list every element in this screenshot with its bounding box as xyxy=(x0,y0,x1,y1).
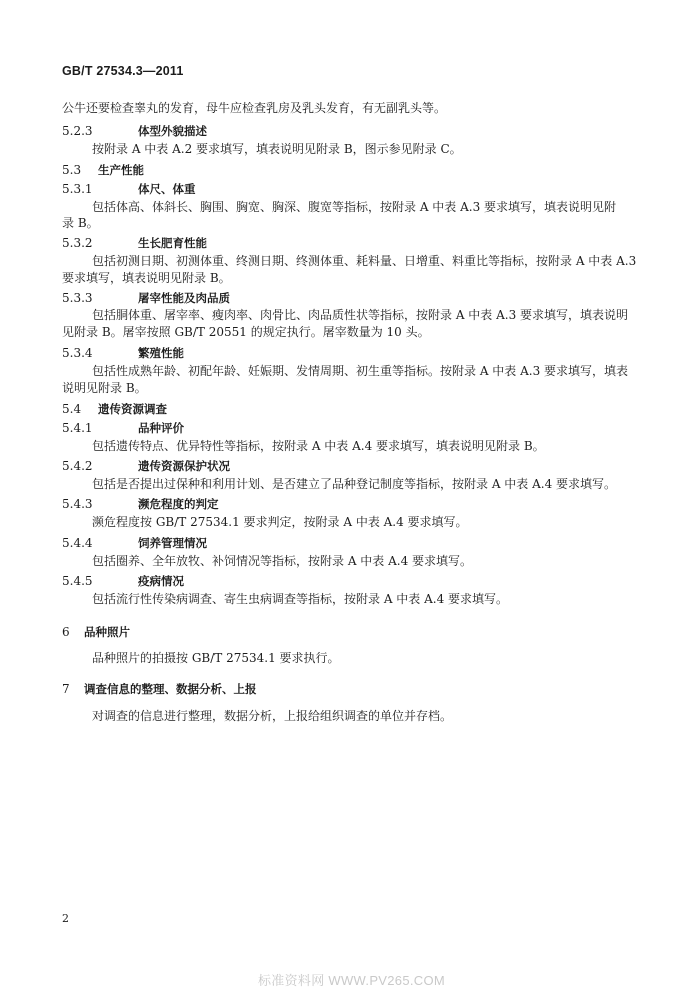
paragraph-line: 品种照片的拍摄按 GB/T 27534.1 要求执行。 xyxy=(92,651,340,665)
heading-number: 5.3.4 xyxy=(62,346,93,360)
heading-title: 疫病情况 xyxy=(138,574,184,588)
page-number: 2 xyxy=(62,912,69,925)
paragraph-line: 包括流行性传染病调查、寄生虫病调查等指标，按附录 A 中表 A.4 要求填写。 xyxy=(92,592,509,606)
heading-number: 5.4.1 xyxy=(62,421,93,435)
paragraph-line: 说明见附录 B。 xyxy=(62,381,147,395)
heading-title: 饲养管理情况 xyxy=(138,536,207,550)
heading-7 xyxy=(62,681,257,697)
paragraph-line: 包括体高、体斜长、胸围、胸宽、胸深、腹宽等指标，按附录 A 中表 A.3 要求填写，填表说明见附 xyxy=(92,200,617,214)
heading-6 xyxy=(62,624,130,640)
heading-title: 体尺、体重 xyxy=(138,182,196,196)
site-watermark: 标准资料网 WWW.PV265.COM xyxy=(258,973,445,988)
heading-5-3 xyxy=(62,162,144,178)
heading-title: 繁殖性能 xyxy=(138,346,184,360)
heading-5-4-3 xyxy=(62,496,219,512)
paragraph-line: 濒危程度按 GB/T 27534.1 要求判定，按附录 A 中表 A.4 要求填写。 xyxy=(92,515,468,529)
standard-number-header: GB/T 27534.3—2011 xyxy=(62,64,184,78)
heading-5-4 xyxy=(62,401,167,417)
heading-number: 5.3 xyxy=(62,163,82,177)
heading-number: 5.4 xyxy=(62,402,82,416)
heading-title: 生产性能 xyxy=(98,163,144,177)
paragraph-line: 包括性成熟年龄、初配年龄、妊娠期、发情周期、初生重等指标。按附录 A 中表 A.3 要求填写，填表 xyxy=(92,364,629,378)
paragraph-line: 包括圈养、全年放牧、补饲情况等指标，按附录 A 中表 A.4 要求填写。 xyxy=(92,554,473,568)
heading-number: 5.3.3 xyxy=(62,291,93,305)
heading-5-4-2 xyxy=(62,458,230,474)
paragraph-line: 对调查的信息进行整理，数据分析，上报给组织调查的单位并存档。 xyxy=(92,709,453,723)
heading-title: 遗传资源调查 xyxy=(98,402,167,416)
heading-number: 5.4.5 xyxy=(62,574,93,588)
paragraph-line: 包括遗传特点、优异特性等指标，按附录 A 中表 A.4 要求填写，填表说明见附录 B。 xyxy=(92,439,545,453)
heading-5-4-5 xyxy=(62,573,184,589)
heading-number: 5.4.2 xyxy=(62,459,93,473)
heading-number: 5.4.3 xyxy=(62,497,93,511)
heading-5-3-2 xyxy=(62,235,207,251)
heading-number: 5.3.1 xyxy=(62,182,93,196)
heading-5-4-1 xyxy=(62,420,184,436)
heading-number: 7 xyxy=(62,682,70,696)
heading-title: 屠宰性能及肉品质 xyxy=(138,291,230,305)
heading-title: 濒危程度的判定 xyxy=(138,497,219,511)
heading-title: 品种照片 xyxy=(84,625,130,639)
paragraph-line: 包括初测日期、初测体重、终测日期、终测体重、耗料量、日增重、料重比等指标，按附录 A 中表 A.3 xyxy=(92,254,637,268)
paragraph-line: 包括是否提出过保种和利用计划、是否建立了品种登记制度等指标，按附录 A 中表 A.4 要求填写。 xyxy=(92,477,617,491)
heading-5-3-1 xyxy=(62,181,196,197)
paragraph-line: 录 B。 xyxy=(62,216,99,230)
heading-5-3-4 xyxy=(62,345,184,361)
heading-title: 遗传资源保护状况 xyxy=(138,459,230,473)
heading-number: 6 xyxy=(62,625,70,639)
heading-title: 体型外貌描述 xyxy=(138,124,207,138)
heading-5-2-3 xyxy=(62,123,207,139)
heading-number: 5.3.2 xyxy=(62,236,93,250)
heading-number: 5.4.4 xyxy=(62,536,93,550)
paragraph-line: 公牛还要检查睾丸的发育，母牛应检查乳房及乳头发育，有无副乳头等。 xyxy=(62,101,447,115)
paragraph-line: 要求填写，填表说明见附录 B。 xyxy=(62,271,231,285)
paragraph-line: 按附录 A 中表 A.2 要求填写，填表说明见附录 B，图示参见附录 C。 xyxy=(92,142,462,156)
heading-title: 生长肥育性能 xyxy=(138,236,207,250)
paragraph-line: 包括胴体重、屠宰率、瘦肉率、肉骨比、肉品质性状等指标，按附录 A 中表 A.3 要求填写，填表说明 xyxy=(92,308,629,322)
heading-number: 5.2.3 xyxy=(62,124,93,138)
heading-5-4-4 xyxy=(62,535,207,551)
heading-5-3-3 xyxy=(62,290,230,306)
heading-title: 调查信息的整理、数据分析、上报 xyxy=(84,682,257,696)
paragraph-line: 见附录 B。屠宰按照 GB/T 20551 的规定执行。屠宰数量为 10 头。 xyxy=(62,325,430,339)
heading-title: 品种评价 xyxy=(138,421,184,435)
